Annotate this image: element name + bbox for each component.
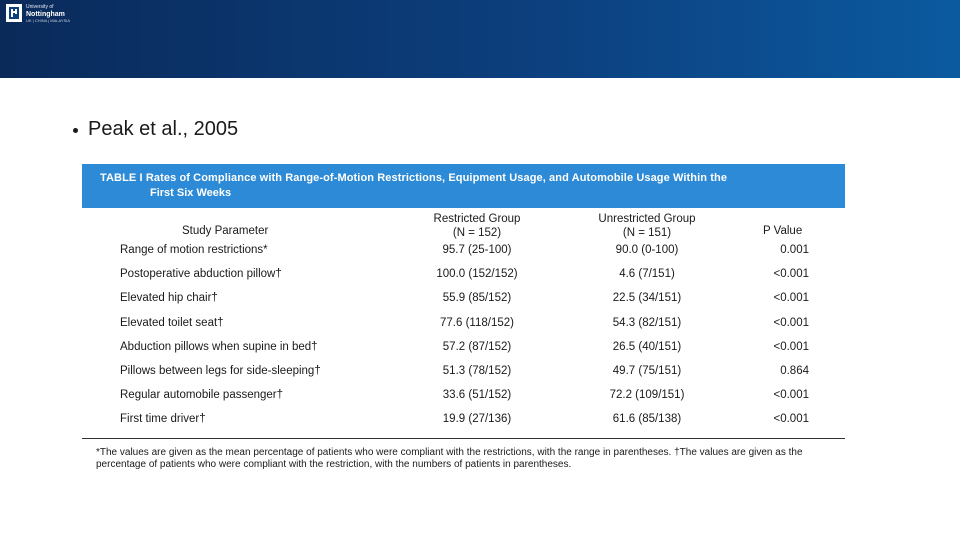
cell-unrestricted: 54.3 (82/151) <box>612 316 682 329</box>
table-caption-line-1 <box>100 172 727 184</box>
table-footnote: *The values are given as the mean percentage of patients who were compliant with the restrictions, with the range in parentheses. †The values are given as the percentage of patients who were compliant with the restriction, with the numbers of patients in parentheses. <box>96 446 803 470</box>
logo-line-2: Nottingham <box>26 10 65 18</box>
col-header-unrestricted <box>582 212 712 240</box>
logo-line-3: UK | CHINA | MALAYSIA <box>26 17 71 23</box>
bullet-item <box>73 118 238 141</box>
table-caption-line-2: First Six Weeks <box>150 187 232 199</box>
cell-p-value: <0.001 <box>773 316 809 329</box>
cell-restricted: 33.6 (51/152) <box>442 389 512 402</box>
cell-parameter: Regular automobile passenger† <box>120 389 284 402</box>
table-row <box>82 264 845 288</box>
table-row <box>82 385 845 409</box>
university-logo[interactable] <box>6 4 70 24</box>
table-row <box>82 361 845 385</box>
table-row <box>82 288 845 312</box>
col-header-unrestricted-label: Unrestricted Group <box>598 213 696 225</box>
bullet-icon <box>73 128 78 133</box>
col-header-parameter: Study Parameter <box>182 225 269 237</box>
compliance-table <box>82 164 845 471</box>
cell-p-value: <0.001 <box>773 340 809 353</box>
cell-unrestricted: 90.0 (0-100) <box>615 244 679 256</box>
cell-parameter: Abduction pillows when supine in bed† <box>120 340 318 353</box>
logo-wordmark <box>26 4 70 24</box>
crest-icon <box>6 4 22 22</box>
cell-parameter: Range of motion restrictions* <box>120 244 268 256</box>
cell-p-value: <0.001 <box>773 413 809 426</box>
cell-unrestricted: 61.6 (85/138) <box>612 413 682 426</box>
logo-line-1: University of <box>26 4 54 10</box>
header-banner <box>0 0 960 78</box>
cell-unrestricted: 26.5 (40/151) <box>612 340 682 353</box>
table-row <box>82 240 845 264</box>
cell-unrestricted: 22.5 (34/151) <box>612 292 682 305</box>
bullet-text: Peak et al., 2005 <box>88 118 239 140</box>
col-header-restricted <box>412 212 542 240</box>
cell-parameter: Pillows between legs for side-sleeping† <box>120 364 321 377</box>
cell-restricted: 100.0 (152/152) <box>436 268 518 281</box>
cell-p-value: <0.001 <box>773 292 809 305</box>
cell-restricted: 77.6 (118/152) <box>440 316 514 329</box>
cell-p-value: <0.001 <box>773 268 809 281</box>
table-row <box>82 337 845 361</box>
col-header-p-value: P Value <box>763 225 803 237</box>
cell-p-value: <0.001 <box>773 389 809 402</box>
cell-parameter: Postoperative abduction pillow† <box>120 268 282 281</box>
cell-parameter: First time driver† <box>120 413 206 426</box>
cell-restricted: 57.2 (87/152) <box>442 340 512 353</box>
table-caption-label: TABLE I <box>100 172 143 184</box>
table-column-headers <box>82 208 845 240</box>
cell-parameter: Elevated toilet seat† <box>120 316 224 329</box>
cell-restricted: 95.7 (25-100) <box>442 244 512 256</box>
col-header-restricted-label: Restricted Group <box>433 213 521 225</box>
table-body <box>82 240 845 434</box>
cell-parameter: Elevated hip chair† <box>120 292 218 305</box>
col-header-unrestricted-n: (N = 151) <box>622 227 672 239</box>
table-caption-text: Rates of Compliance with Range-of-Motion Restrictions, Equipment Usage, and Automobile Usage Within the <box>145 172 728 184</box>
table-caption <box>82 164 845 208</box>
cell-restricted: 55.9 (85/152) <box>442 292 512 305</box>
cell-restricted: 19.9 (27/136) <box>442 413 512 426</box>
cell-p-value: 0.864 <box>780 364 809 377</box>
col-header-restricted-n: (N = 152) <box>452 227 502 239</box>
cell-restricted: 51.3 (78/152) <box>442 364 512 377</box>
table-row <box>82 313 845 337</box>
cell-unrestricted: 4.6 (7/151) <box>619 268 675 281</box>
cell-unrestricted: 72.2 (109/151) <box>609 389 685 402</box>
cell-unrestricted: 49.7 (75/151) <box>612 364 682 377</box>
cell-p-value: 0.001 <box>780 244 809 256</box>
table-row <box>82 409 845 433</box>
